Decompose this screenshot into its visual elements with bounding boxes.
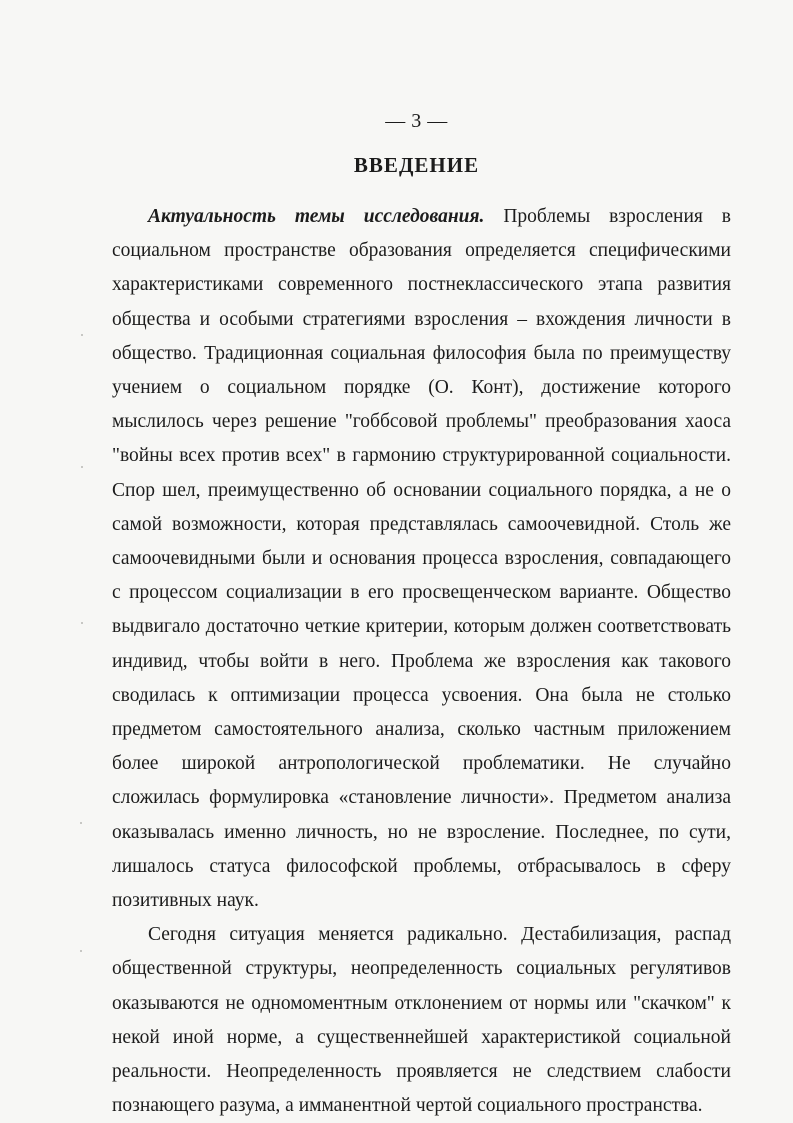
body-text	[112, 200, 731, 1123]
scan-speck	[81, 622, 83, 624]
paragraph-lead: Актуальность темы исследования.	[148, 206, 485, 227]
paragraph-text: Проблемы взросления в социальном пространстве образования определяется специфическими характеристиками современного постнеклассического этапа развития общества и особыми стратегиями взросления – вхождения личности в общество. Традиционная социальная философия была по преимуществу учением о социальном порядке (О. Конт), достижение которого мыслилось через решение "гоббсовой проблемы" преобразования хаоса "войны всех против всех" в гармонию структурированной социальности. Спор шел, преимущественно об основании социального порядка, а не о самой возможности, которая представлялась самоочевидной. Столь же самоочевидными были и основания процесса взросления, совпадающего с процессом социализации в его просвещенческом варианте. Общество выдвигало достаточно четкие критерии, которым должен соответствовать индивид, чтобы войти в него. Проблема же взросления как такового сводилась к оптимизации процесса усвоения. Она была не столько предметом самостоятельного анализа, сколько частным приложением более широкой антропологической проблематики. Не случайно сложилась формулировка «становление личности». Предметом анализа оказывалась именно личность, но не взросление. Последнее, по сути, лишалось статуса философской проблемы, отбрасывалось в сферу позитивных наук.	[112, 206, 731, 912]
paragraph-1	[112, 200, 731, 918]
scan-speck	[80, 950, 82, 952]
page-number: — 3 —	[385, 110, 448, 132]
scan-speck	[81, 334, 83, 336]
paragraph-text: Сегодня ситуация меняется радикально. Дестабилизация, распад общественной структуры, неопределенность социальных регулятивов оказываются не одномоментным отклонением от нормы или "скачком" к некой иной норме, а существеннейшей характеристикой социальной реальности. Неопределенность проявляется не следствием слабости познающего разума, а имманентной чертой социального пространства.	[112, 924, 731, 1117]
scan-speck	[81, 466, 83, 468]
page-title: ВВЕДЕНИЕ	[353, 153, 480, 177]
scan-speck	[80, 822, 82, 824]
paragraph-2	[112, 918, 731, 1123]
